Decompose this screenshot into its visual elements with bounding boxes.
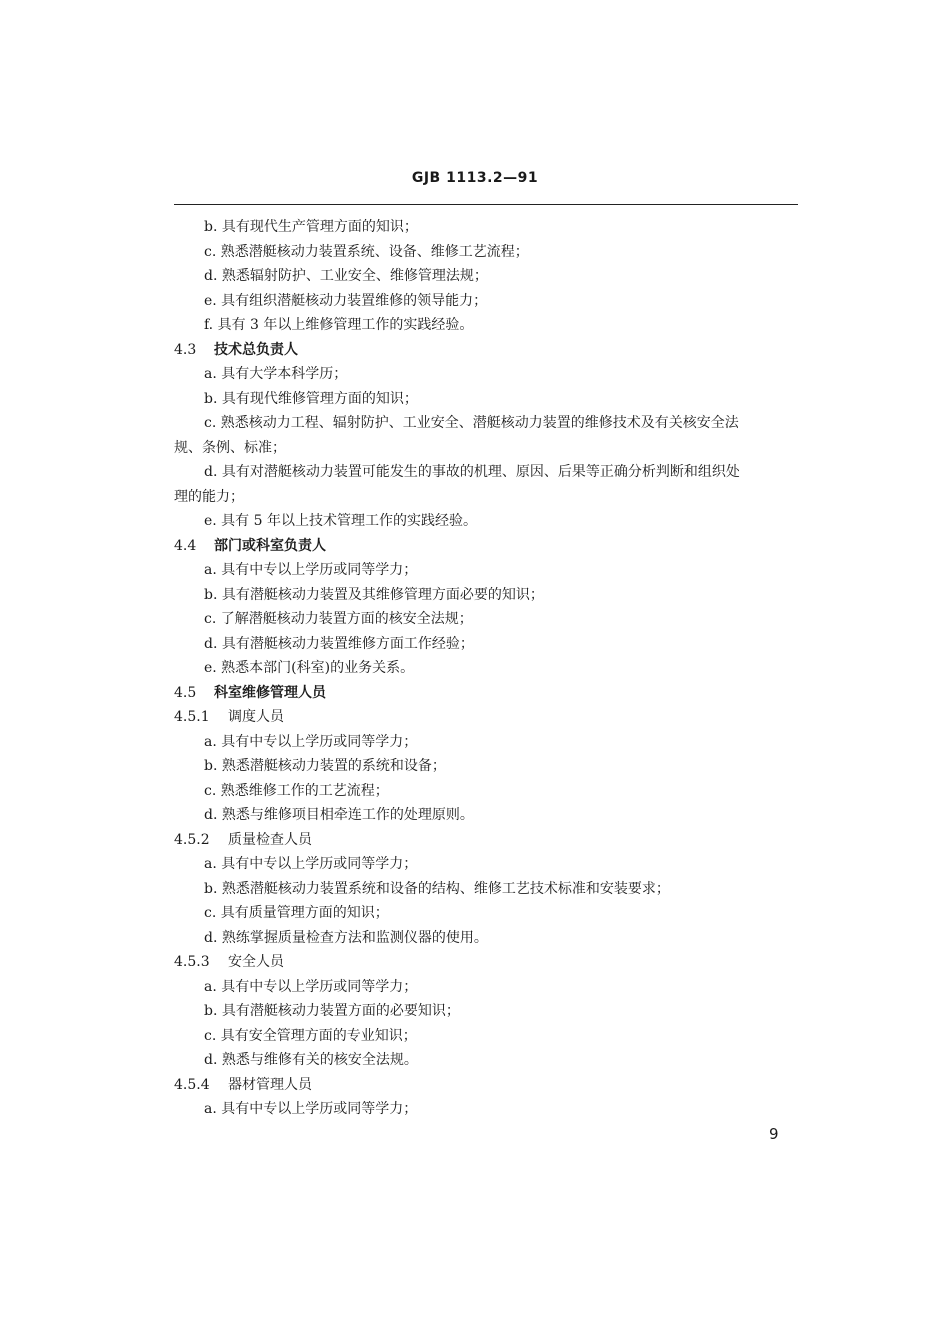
document-code-header: GJB 1113.2—91 <box>411 170 539 186</box>
subsection-number: 4.5.4 <box>174 1076 210 1093</box>
subsection-title: 安全人员 <box>228 954 284 970</box>
list-item: e. 熟悉本部门(科室)的业务关系。 <box>204 660 415 676</box>
section-title: 部门或科室负责人 <box>214 537 326 554</box>
subsection-heading-4-5-3 <box>174 950 799 975</box>
list-item: a. 具有中专以上学历或同等学力； <box>204 1101 418 1117</box>
list-item: b. 具有现代维修管理方面的知识； <box>204 390 418 407</box>
section-title: 科室维修管理人员 <box>214 684 326 701</box>
subsection-title: 调度人员 <box>228 709 284 725</box>
list-item: c. 熟悉维修工作的工艺流程； <box>204 782 389 799</box>
section-heading-4-5 <box>174 681 799 706</box>
list-item: c. 具有质量管理方面的知识； <box>204 905 389 921</box>
list-item: d. 熟悉辐射防护、工业安全、维修管理法规； <box>204 268 488 284</box>
subsection-heading-4-5-4 <box>174 1073 799 1098</box>
list-item: d. 具有对潜艇核动力装置可能发生的事故的机理、原因、后果等正确分析判断和组织处 <box>204 464 740 480</box>
list-item-continuation: 理的能力； <box>174 488 244 505</box>
section-heading-4-3 <box>174 338 799 363</box>
list-item: b. 具有潜艇核动力装置及其维修管理方面必要的知识； <box>204 586 544 603</box>
list-item: e. 具有 5 年以上技术管理工作的实践经验。 <box>204 513 477 529</box>
subsection-title: 质量检查人员 <box>228 831 312 848</box>
list-item: a. 具有中专以上学历或同等学力； <box>204 978 418 995</box>
subsection-number: 4.5.2 <box>174 831 210 848</box>
list-item: c. 具有安全管理方面的专业知识； <box>204 1027 417 1044</box>
list-item: a. 具有中专以上学历或同等学力； <box>204 562 418 578</box>
section-number: 4.5 <box>174 684 197 701</box>
list-item: b. 具有潜艇核动力装置方面的必要知识； <box>204 1003 460 1019</box>
subsection-title: 器材管理人员 <box>228 1076 312 1093</box>
list-item: f. 具有 3 年以上维修管理工作的实践经验。 <box>204 317 474 333</box>
section-title: 技术总负责人 <box>214 341 298 358</box>
list-item: c. 了解潜艇核动力装置方面的核安全法规； <box>204 611 473 627</box>
list-item: d. 熟悉与维修项目相牵连工作的处理原则。 <box>204 807 474 823</box>
section-number: 4.4 <box>174 537 197 554</box>
list-item: d. 熟悉与维修有关的核安全法规。 <box>204 1052 418 1068</box>
subsection-heading-4-5-2 <box>174 828 799 853</box>
list-item: b. 具有现代生产管理方面的知识； <box>204 219 418 235</box>
section-heading-4-4 <box>174 534 799 559</box>
list-item: c. 熟悉潜艇核动力装置系统、设备、维修工艺流程； <box>204 243 529 260</box>
list-item: a. 具有中专以上学历或同等学力； <box>204 856 418 872</box>
section-number: 4.3 <box>174 341 197 358</box>
header-rule <box>174 204 798 205</box>
list-item: e. 具有组织潜艇核动力装置维修的领导能力； <box>204 292 488 309</box>
list-item: d. 熟练掌握质量检查方法和监测仪器的使用。 <box>204 929 488 946</box>
subsection-heading-4-5-1 <box>174 705 799 730</box>
list-item-continuation: 规、条例、标准； <box>174 439 286 456</box>
list-item: b. 熟悉潜艇核动力装置系统和设备的结构、维修工艺技术标准和安装要求； <box>204 880 670 897</box>
list-item: b. 熟悉潜艇核动力装置的系统和设备； <box>204 758 446 774</box>
subsection-number: 4.5.1 <box>174 709 210 725</box>
page-number: 9 <box>769 1125 779 1143</box>
list-item: d. 具有潜艇核动力装置维修方面工作经验； <box>204 635 474 652</box>
subsection-number: 4.5.3 <box>174 954 210 970</box>
list-item: a. 具有大学本科学历； <box>204 366 348 382</box>
list-item: a. 具有中专以上学历或同等学力； <box>204 733 418 750</box>
list-item: c. 熟悉核动力工程、辐射防护、工业安全、潜艇核动力装置的维修技术及有关核安全法 <box>204 415 739 431</box>
document-body <box>174 215 799 1122</box>
